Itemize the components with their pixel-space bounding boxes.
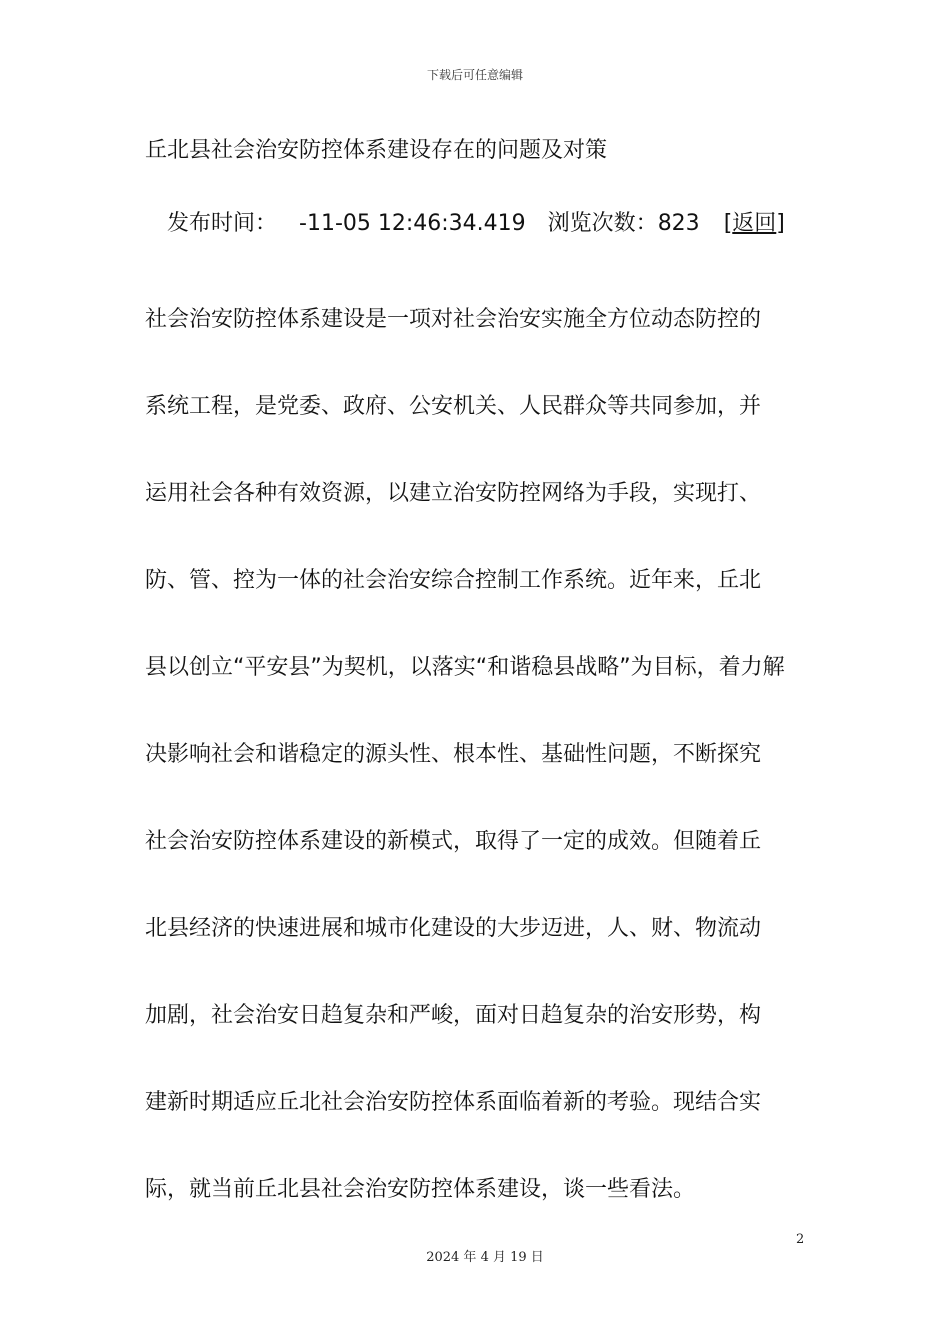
body-line: 际，就当前丘北县社会治安防控体系建设，谈一些看法。	[145, 1177, 696, 1202]
body-line: 决影响社会和谐稳定的源头性、根本性、基础性问题，不断探究	[145, 742, 762, 767]
view-count-label: 浏览次数：	[547, 211, 658, 236]
view-count-value: 823	[657, 211, 700, 236]
back-link[interactable]: 返回	[732, 211, 777, 236]
publish-time-value: -11-05 12:46:34.419	[299, 211, 526, 236]
back-bracket-close: ]	[776, 211, 785, 236]
body-line: 县以创立“平安县”为契机，以落实“和谐稳县战略”为目标，着力解	[145, 655, 785, 680]
body-line: 北县经济的快速进展和城市化建设的大步迈进，人、财、物流动	[145, 916, 762, 941]
article-title: 丘北县社会治安防控体系建设存在的问题及对策	[145, 138, 608, 163]
body-line: 建新时期适应丘北社会治安防控体系面临着新的考验。现结合实	[145, 1090, 762, 1115]
back-bracket-open: [	[723, 211, 733, 236]
article-meta	[167, 206, 785, 242]
page-number: 2	[796, 1232, 805, 1247]
page-header: 下载后可任意编辑	[426, 68, 523, 82]
body-line: 系统工程，是党委、政府、公安机关、人民群众等共同参加，并	[145, 394, 762, 419]
publish-time-label: 发布时间：	[167, 211, 278, 236]
body-line: 防、管、控为一体的社会治安综合控制工作系统。近年来，丘北	[145, 568, 762, 593]
body-line: 运用社会各种有效资源，以建立治安防控网络为手段，实现打、	[145, 481, 762, 506]
page-footer-date: 2024 年 4 月 19 日	[426, 1250, 544, 1265]
body-line: 加剧，社会治安日趋复杂和严峻，面对日趋复杂的治安形势，构	[145, 1003, 762, 1028]
body-line: 社会治安防控体系建设的新模式，取得了一定的成效。但随着丘	[145, 829, 762, 854]
body-line: 社会治安防控体系建设是一项对社会治安实施全方位动态防控的	[145, 307, 762, 332]
